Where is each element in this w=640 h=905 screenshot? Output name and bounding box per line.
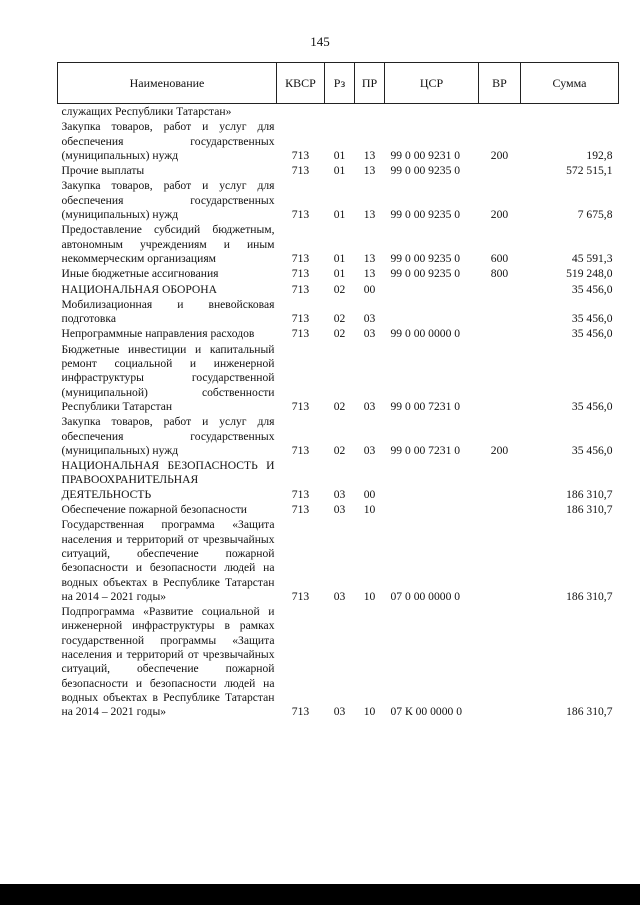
- cell-rz: 02: [333, 282, 346, 296]
- scan-edge-bar: [0, 884, 640, 905]
- table-row: [58, 179, 619, 223]
- cell-csr: [385, 298, 479, 328]
- cell-rz: 02: [333, 312, 346, 326]
- cell-rz: 02: [333, 443, 346, 457]
- table-row: [58, 104, 619, 121]
- cell-kvsr: 713: [291, 148, 310, 162]
- cell-name: Бюджетные инвестиции и капитальный ремонт социальной и инженерной инфраструктуры государственной (муниципальной) собственности Республики Татарстан: [61, 342, 275, 413]
- cell-kvsr: 713: [291, 327, 310, 341]
- cell-name: Государственная программа «Защита населения и территорий от чрезвычайных ситуаций, обеспечение пожарной безопасности и безопасности людей на водных объектах в Республике Татарстан на 2014 – 2021 годы»: [61, 518, 275, 603]
- cell-name: Прочие выплаты: [61, 164, 145, 178]
- cell-kvsr: 713: [291, 589, 310, 603]
- cell-kvsr: 713: [291, 267, 310, 281]
- cell-sum: 186 310,7: [566, 705, 613, 719]
- cell-pr: 00: [363, 487, 376, 501]
- cell-csr: 99 0 00 0000 0: [390, 327, 461, 341]
- cell-pr: 03: [363, 443, 376, 457]
- cell-sum: 35 456,0: [571, 312, 613, 326]
- cell-name: Иные бюджетные ассигнования: [61, 267, 219, 281]
- cell-rz: 02: [333, 399, 346, 413]
- cell-name: Закупка товаров, работ и услуг для обеспечения государственных (муниципальных) нужд: [61, 179, 275, 222]
- cell-vr: [479, 283, 521, 298]
- table-row: [58, 267, 619, 282]
- cell-vr: 800: [490, 267, 509, 281]
- table-row: [58, 518, 619, 605]
- cell-csr: 99 0 00 7231 0: [390, 443, 461, 457]
- cell-rz: 01: [333, 164, 346, 178]
- cell-pr: 13: [363, 208, 376, 222]
- cell-pr: 10: [363, 503, 376, 517]
- cell-csr: [385, 283, 479, 298]
- cell-sum: 192,8: [586, 148, 613, 162]
- cell-kvsr: 713: [291, 399, 310, 413]
- budget-table: [57, 62, 619, 720]
- cell-name: Обеспечение пожарной безопасности: [61, 503, 248, 517]
- cell-pr: 10: [363, 705, 376, 719]
- cell-sum: 35 456,0: [571, 443, 613, 457]
- cell-kvsr: 713: [291, 164, 310, 178]
- header-pr: ПР: [355, 63, 385, 104]
- table-row: [58, 459, 619, 503]
- table-row: [58, 327, 619, 342]
- cell-rz: 02: [333, 327, 346, 341]
- cell-rz: 03: [333, 705, 346, 719]
- header-name: Наименование: [58, 63, 277, 104]
- cell-vr: [479, 104, 521, 121]
- table-row: [58, 605, 619, 720]
- cell-rz: [325, 104, 355, 121]
- header-rz: Рз: [325, 63, 355, 104]
- header-sum: Сумма: [521, 63, 619, 104]
- cell-pr: 00: [363, 282, 376, 296]
- page-number: 145: [310, 34, 330, 49]
- cell-sum: 572 515,1: [566, 164, 613, 178]
- cell-name: служащих Республики Татарстан»: [61, 105, 232, 118]
- cell-rz: 03: [333, 487, 346, 501]
- cell-csr: 99 0 00 9235 0: [390, 251, 461, 265]
- cell-csr: 07 К 00 0000 0: [390, 705, 462, 719]
- table-row: [58, 164, 619, 179]
- cell-csr: 99 0 00 7231 0: [390, 399, 461, 413]
- cell-kvsr: 713: [291, 251, 310, 265]
- cell-sum: 186 310,7: [566, 503, 613, 517]
- cell-kvsr: 713: [291, 312, 310, 326]
- cell-name: НАЦИОНАЛЬНАЯ БЕЗОПАСНОСТЬ И ПРАВООХРАНИТЕЛЬНАЯ ДЕЯТЕЛЬНОСТЬ: [61, 459, 275, 501]
- cell-vr: [479, 164, 521, 179]
- cell-vr: [479, 605, 521, 720]
- cell-csr: 99 0 00 9235 0: [390, 164, 461, 178]
- cell-csr: 07 0 00 0000 0: [390, 589, 461, 603]
- cell-pr: 13: [363, 267, 376, 281]
- cell-rz: 01: [333, 148, 346, 162]
- cell-csr: [385, 459, 479, 503]
- cell-rz: 01: [333, 251, 346, 265]
- cell-pr: 10: [363, 589, 376, 603]
- cell-vr: 200: [490, 443, 509, 457]
- cell-kvsr: 713: [291, 705, 310, 719]
- cell-kvsr: 713: [291, 487, 310, 501]
- cell-name: Закупка товаров, работ и услуг для обеспечения государственных (муниципальных) нужд: [61, 120, 275, 162]
- cell-rz: 03: [333, 589, 346, 603]
- cell-pr: 13: [363, 251, 376, 265]
- cell-csr: [385, 503, 479, 518]
- cell-sum: 35 456,0: [571, 399, 613, 413]
- cell-kvsr: 713: [291, 443, 310, 457]
- cell-vr: 200: [490, 148, 509, 162]
- cell-vr: [479, 503, 521, 518]
- table-row: [58, 223, 619, 267]
- table-header-row: [58, 63, 619, 104]
- cell-kvsr: 713: [291, 282, 310, 296]
- header-csr: ЦСР: [385, 63, 479, 104]
- cell-vr: [479, 459, 521, 503]
- cell-vr: [479, 343, 521, 415]
- cell-sum: 186 310,7: [566, 487, 613, 501]
- cell-csr: 99 0 00 9235 0: [390, 267, 461, 281]
- cell-name: Непрограммные направления расходов: [61, 327, 255, 341]
- cell-name: Мобилизационная и вневойсковая подготовка: [61, 297, 275, 326]
- cell-vr: [479, 327, 521, 342]
- cell-pr: 03: [363, 327, 376, 341]
- cell-pr: [355, 104, 385, 121]
- cell-sum: [521, 104, 619, 121]
- cell-pr: 03: [363, 399, 376, 413]
- cell-name: НАЦИОНАЛЬНАЯ ОБОРОНА: [61, 282, 218, 296]
- cell-rz: 01: [333, 208, 346, 222]
- cell-sum: 35 456,0: [571, 327, 613, 341]
- table-row: [58, 298, 619, 328]
- cell-sum: 45 591,3: [571, 251, 613, 265]
- table-row: [58, 503, 619, 518]
- table-row: [58, 415, 619, 459]
- table-row: [58, 120, 619, 164]
- cell-sum: 186 310,7: [566, 589, 613, 603]
- cell-rz: 03: [333, 503, 346, 517]
- header-vr: ВР: [479, 63, 521, 104]
- cell-kvsr: [277, 104, 325, 121]
- cell-rz: 01: [333, 267, 346, 281]
- cell-name: Закупка товаров, работ и услуг для обеспечения государственных (муниципальных) нужд: [61, 415, 275, 457]
- cell-csr: [385, 104, 479, 121]
- cell-csr: 99 0 00 9235 0: [390, 208, 461, 222]
- table-row: [58, 283, 619, 298]
- cell-name: Подпрограмма «Развитие социальной и инженерной инфраструктуры в рамках государственной программы «Защита населения и территорий от чрезвычайных ситуаций, обеспечение пожарной безопасности и безопасности людей на водных объектах в Республике Татарстан на 2014 – 2021 годы»: [61, 605, 275, 719]
- cell-vr: [479, 298, 521, 328]
- cell-kvsr: 713: [291, 503, 310, 517]
- cell-sum: 35 456,0: [571, 282, 613, 296]
- cell-pr: 03: [363, 312, 376, 326]
- cell-pr: 13: [363, 148, 376, 162]
- cell-kvsr: 713: [291, 208, 310, 222]
- cell-vr: 200: [490, 208, 509, 222]
- cell-pr: 13: [363, 164, 376, 178]
- cell-sum: 519 248,0: [566, 267, 613, 281]
- header-kvsr: КВСР: [277, 63, 325, 104]
- table-row: [58, 343, 619, 415]
- cell-vr: 600: [490, 251, 509, 265]
- cell-vr: [479, 518, 521, 605]
- cell-csr: 99 0 00 9231 0: [390, 148, 461, 162]
- cell-sum: 7 675,8: [577, 208, 613, 222]
- cell-name: Предоставление субсидий бюджетным, автономным учреждениям и иным некоммерческим организациям: [61, 223, 275, 265]
